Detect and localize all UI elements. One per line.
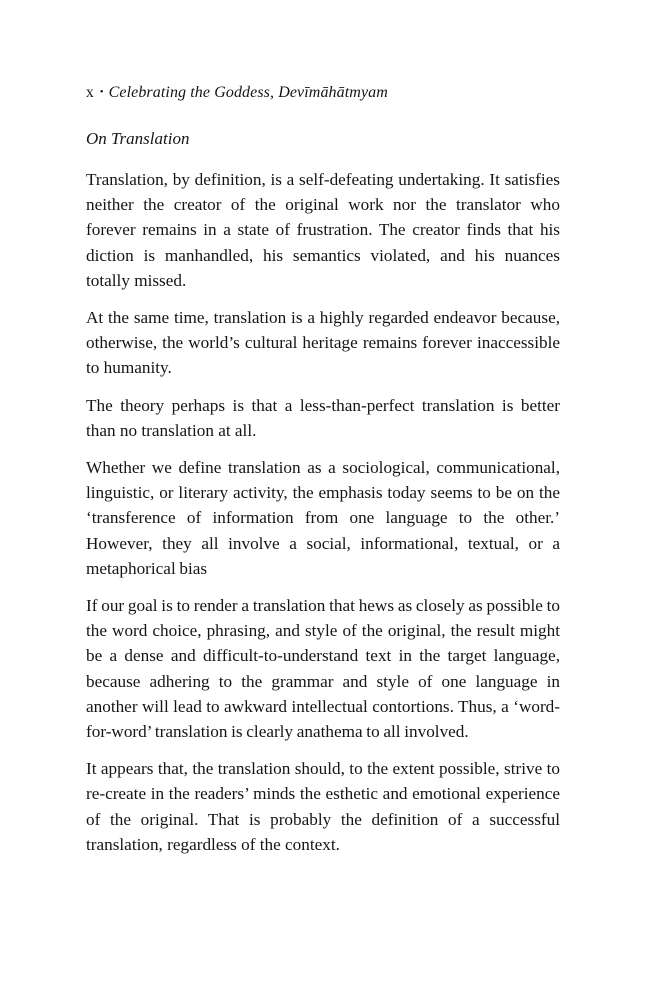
page-folio-number: x xyxy=(86,84,94,101)
running-head xyxy=(86,83,560,104)
paragraph: It appears that, the translation should, to the extent possible, strive to re-create in the readers’ minds the esthetic and emotional experience of the original. That is probably the definition of a successful translation, regardless of the context. xyxy=(86,759,560,854)
paragraph: Whether we define translation as a sociological, communicational, linguistic, or literary activity, the emphasis today seems to be on the ‘transference of information from one language to the other.’ However, they all involve a social, informational, textual, or a metaphorical bias xyxy=(86,458,560,578)
paragraph: If our goal is to render a translation that hews as closely as possible to the word choice, phrasing, and style of the original, the result might be a dense and difficult-to-understand text in the target language, because adhering to the grammar and style of one language in another will lead to awkward intellectual contortions. Thus, a ‘word-for-word’ translation is clearly anathema to all involved. xyxy=(86,596,560,742)
body-text-column xyxy=(86,167,560,857)
paragraph: Translation, by definition, is a self-defeating undertaking. It satisfies neither the creator of the original work nor the translator who forever remains in a state of frustration. The creator finds that his diction is manhandled, his semantics violated, and his nuances totally missed. xyxy=(86,170,560,290)
paragraph: The theory perhaps is that a less-than-perfect translation is better than no translation at all. xyxy=(86,395,560,440)
running-head-title: Celebrating the Goddess, Devīmāhātmyam xyxy=(108,84,388,101)
paragraph: At the same time, translation is a highly regarded endeavor because, otherwise, the world’s cultural heritage remains forever inaccessible to humanity. xyxy=(86,308,560,378)
section-heading: On Translation xyxy=(86,129,190,148)
bullet-separator-icon: • xyxy=(99,86,104,98)
